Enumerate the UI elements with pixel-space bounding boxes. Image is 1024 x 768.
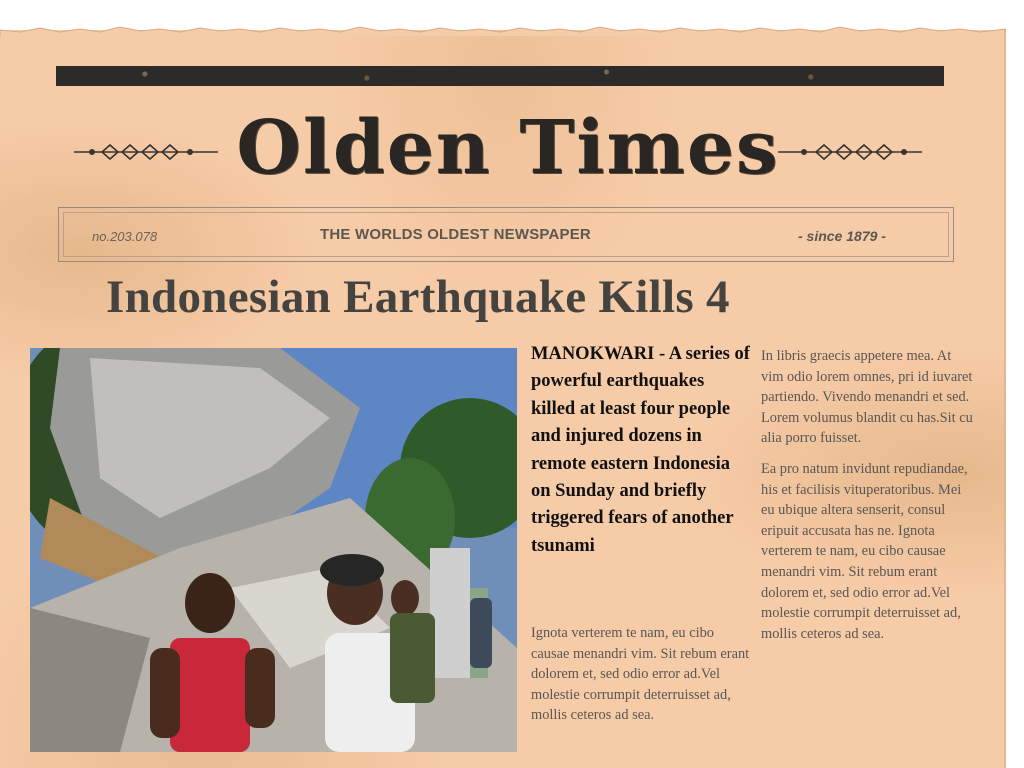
newspaper-slogan: THE WORLDS OLDEST NEWSPAPER: [320, 226, 591, 243]
earthquake-photo: [30, 348, 517, 752]
article-headline: Indonesian Earthquake Kills 4: [106, 271, 730, 323]
article-body-column-2: [761, 346, 977, 654]
newspaper-title: Olden Times: [236, 105, 780, 191]
torn-edge: [0, 24, 1006, 36]
issue-number: no.203.078: [92, 229, 158, 244]
article-lead: MANOKWARI - A series of powerful earthquakes killed at least four people and injured dozens in remote eastern Indonesia on Sunday and briefly triggered fears of another tsunami: [531, 344, 750, 556]
column-2-paragraph-2: Ea pro natum invidunt repudiandae, his et facilisis vituperatoribus. Mei eu ubique altera senserit, consul eripuit accusata has ne. Ignota verterem te nam, eu cibo causae menandri vim. Sit rebum erant dolorem et, sed odio error ad.Vel molestie corrumpit deterruisset ad, mollis ceteros ad sea.: [761, 460, 968, 642]
left-ornament-icon: [72, 141, 220, 163]
article-body-column-1: Ignota verterem te nam, eu cibo causae menandri vim. Sit rebum erant dolorem et, sed odio error ad.Vel molestie corrumpit deterruisset ad, mollis ceteros ad sea.: [531, 625, 750, 724]
masthead-top-bar: [56, 66, 944, 86]
page-edge: [1004, 30, 1006, 768]
right-ornament-icon: [776, 141, 924, 163]
column-2-paragraph-1: In libris graecis appetere mea. At vim odio lorem omnes, pri id iuvaret partiendo. Vivendo menandri et sed. Lorem volumus blandit cu has.Sit cu alia porro fuisset.: [761, 348, 973, 447]
since-year: - since 1879 -: [798, 228, 886, 244]
